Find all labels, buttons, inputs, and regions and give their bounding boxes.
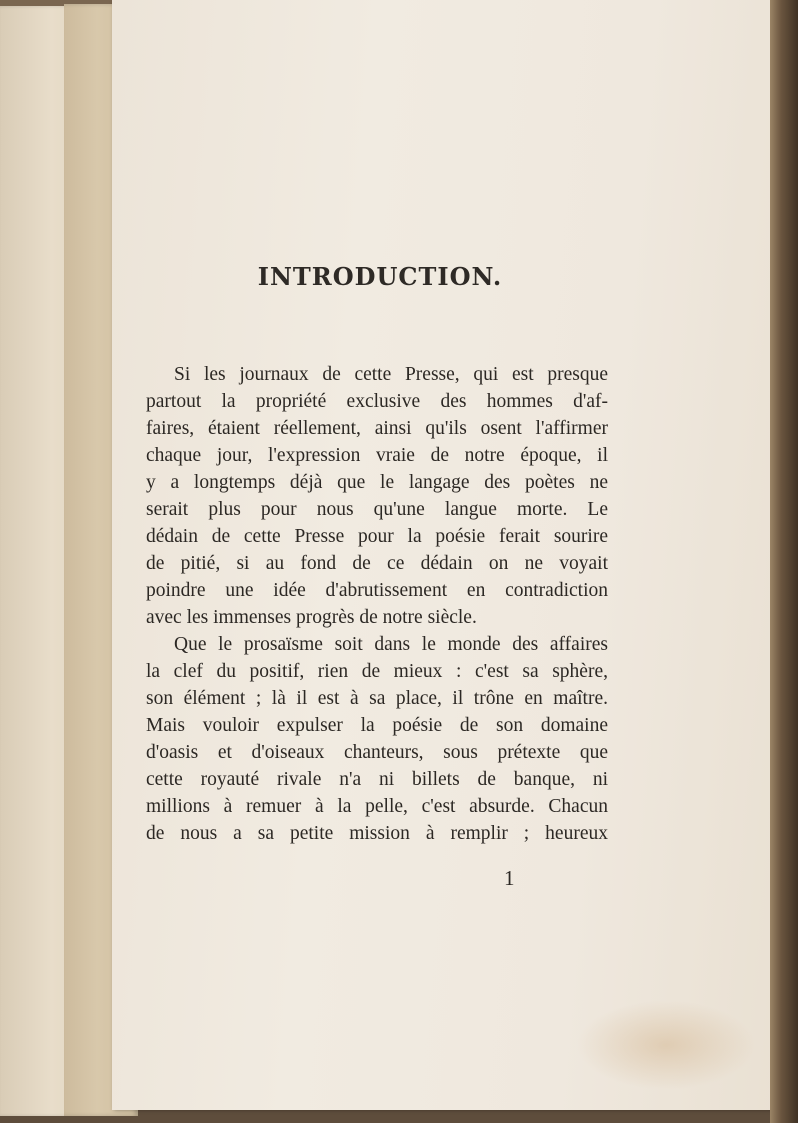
text-line: d'oasis et d'oiseaux chanteurs, sous prétexte que xyxy=(146,742,608,763)
text-line: millions à remuer à la pelle, c'est absurde. Chacun xyxy=(146,796,608,817)
text-line: serait plus pour nous qu'une langue morte. Le xyxy=(146,499,608,520)
text-line: la clef du positif, rien de mieux : c'est sa sphère, xyxy=(146,661,608,682)
body-text xyxy=(146,361,608,847)
text-line: y a longtemps déjà que le langage des poètes ne xyxy=(146,472,608,493)
text-line: de pitié, si au fond de ce dédain on ne voyait xyxy=(146,553,608,574)
right-page-edges xyxy=(770,0,798,1123)
text-line: Que le prosaïsme soit dans le monde des affaires xyxy=(174,634,608,655)
text-line: chaque jour, l'expression vraie de notre époque, il xyxy=(146,445,608,466)
text-line: cette royauté rivale n'a ni billets de banque, ni xyxy=(146,769,608,790)
page-number: 1 xyxy=(504,866,515,890)
text-line: avec les immenses progrès de notre siècle. xyxy=(146,607,477,628)
text-line: Mais vouloir expulser la poésie de son domaine xyxy=(146,715,608,736)
foxing-stain xyxy=(576,1000,756,1090)
text-line: faires, étaient réellement, ainsi qu'ils osent l'affirmer xyxy=(146,418,608,439)
text-line: partout la propriété exclusive des hommes d'af- xyxy=(146,391,608,412)
text-line: dédain de cette Presse pour la poésie ferait sourire xyxy=(146,526,608,547)
text-line: de nous a sa petite mission à remplir ; heureux xyxy=(146,823,608,844)
text-line: son élément ; là il est à sa place, il trône en maître. xyxy=(146,688,608,709)
text-line: poindre une idée d'abrutissement en contradiction xyxy=(146,580,608,601)
text-line: Si les journaux de cette Presse, qui est presque xyxy=(174,364,608,385)
chapter-title: INTRODUCTION. xyxy=(257,262,503,291)
